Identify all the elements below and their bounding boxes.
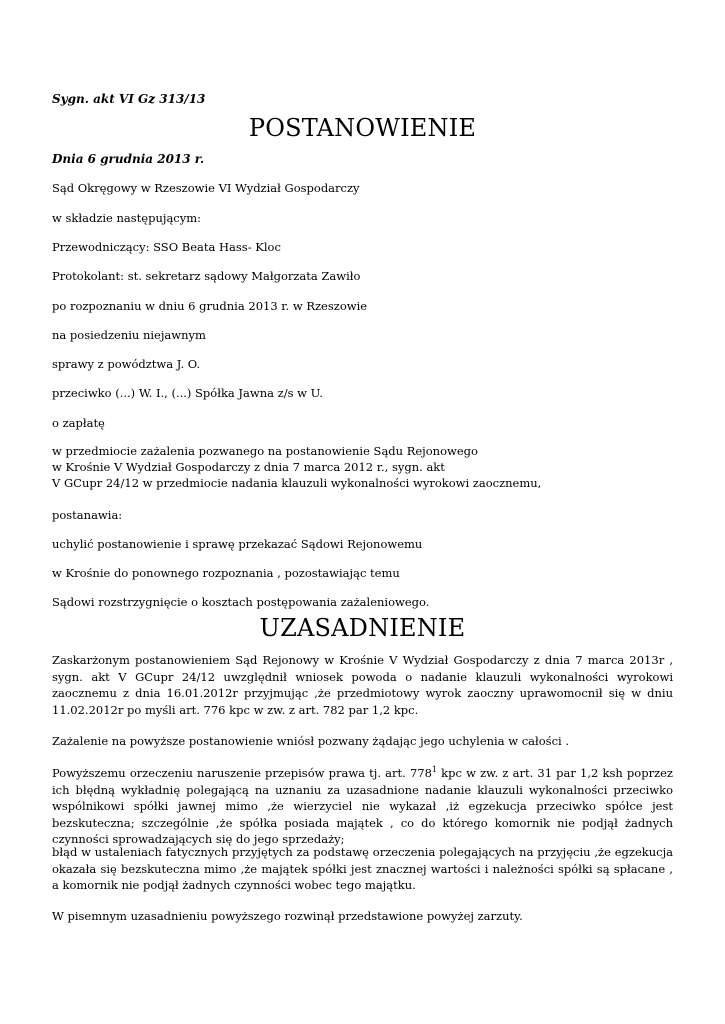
appeal-line-2: w Krośnie V Wydział Gospodarczy z dnia 7 marca 2012 r., sygn. akt (52, 460, 445, 474)
justification-paragraph-1: Zaskarżonym postanowieniem Sąd Rejonowy w Krośnie V Wydział Gospodarczy z dnia 7 marca 2013r , sygn. akt V GCupr 24/12 uwzględnił wniosek powoda o nadanie klauzuli wykonalności wyrokowi zaocznemu z dnia 16.01.2012r przyjmując ,że przedmiotowy wyrok zaoczny uprawomocnił się w dniu 11.02.2012r po myśli art. 776 kpc w zw. z art. 782 par 1,2 kpc. (52, 653, 673, 717)
justification-paragraph-4: błąd w ustaleniach fatycznych przyjętych za podstawę orzeczenia polegających na przyjęciu ,że egzekucja okazała się bezskuteczna mimo ,że majątek spółki jest znacznej wartości i należności spółki są spłacane , a komornik nie podjął żadnych czynności wobec tego majątku. (52, 845, 673, 892)
composition-line: w składzie następującym: (52, 211, 202, 225)
justification-paragraph-2: Zażalenie na powyższe postanowienie wniósł pozwany żądając jego uchylenia w całości . (52, 734, 569, 748)
justification-title: UZASADNIENIE (259, 614, 466, 642)
chairperson-line: Przewodniczący: SSO Beata Hass- Kloc (52, 240, 281, 254)
case-signature: Sygn. akt VI Gz 313/13 (52, 92, 206, 106)
session-line: na posiedzeniu niejawnym (52, 328, 206, 342)
ruling-line-1: uchylić postanowienie i sprawę przekazać Sądowi Rejonowemu (52, 537, 423, 551)
appeal-line-1: w przedmiocie zażalenia pozwanego na postanowienie Sądu Rejonowego (52, 444, 478, 458)
ruling-line-3: Sądowi rozstrzygnięcie o kosztach postępowania zażaleniowego. (52, 595, 430, 609)
court-name: Sąd Okręgowy w Rzeszowie VI Wydział Gospodarczy (52, 181, 360, 195)
justification-paragraph-3: Powyższemu orzeczeniu naruszenie przepisów prawa tj. art. $778^1$ kpc w zw. z art. 31 par 1,2 ksh poprzez ich błędną wykładnię polegającą na uznaniu za uzasadnione nadanie klauzuli wykonalności przeciwko wspólnikowi spółki jawnej mimo ,że wierzyciel nie wykazał ,iż egzekucja przeciwko spółce jest bezskuteczna; szczególnie ,że spółka posiada majątek , co do którego komornik nie podjął żadnych czynności sprowadzających się do jego sprzedaży; (52, 765, 673, 846)
appeal-line-3: V GCupr 24/12 w przedmiocie nadania klauzuli wykonalności wyrokowi zaocznemu, (52, 476, 542, 490)
decides-line: postanawia: (52, 508, 123, 522)
superscript-marker: 1 (431, 765, 437, 774)
against-line: przeciwko (...) W. I., (...) Spółka Jawna z/s w U. (52, 386, 323, 400)
subject-line: o zapłatę (52, 416, 105, 430)
clerk-line: Protokolant: st. sekretarz sądowy Małgorzata Zawiło (52, 269, 361, 283)
date-line: Dnia 6 grudnia 2013 r. (52, 152, 205, 166)
document-title: POSTANOWIENIE (248, 114, 477, 142)
ruling-line-2: w Krośnie do ponownego rozpoznania , pozostawiając temu (52, 566, 400, 580)
justification-paragraph-5: W pisemnym uzasadnieniu powyższego rozwinął przedstawione powyżej zarzuty. (52, 909, 523, 923)
case-by-line: sprawy z powództwa J. O. (52, 357, 201, 371)
hearing-line: po rozpoznaniu w dniu 6 grudnia 2013 r. w Rzeszowie (52, 299, 368, 313)
